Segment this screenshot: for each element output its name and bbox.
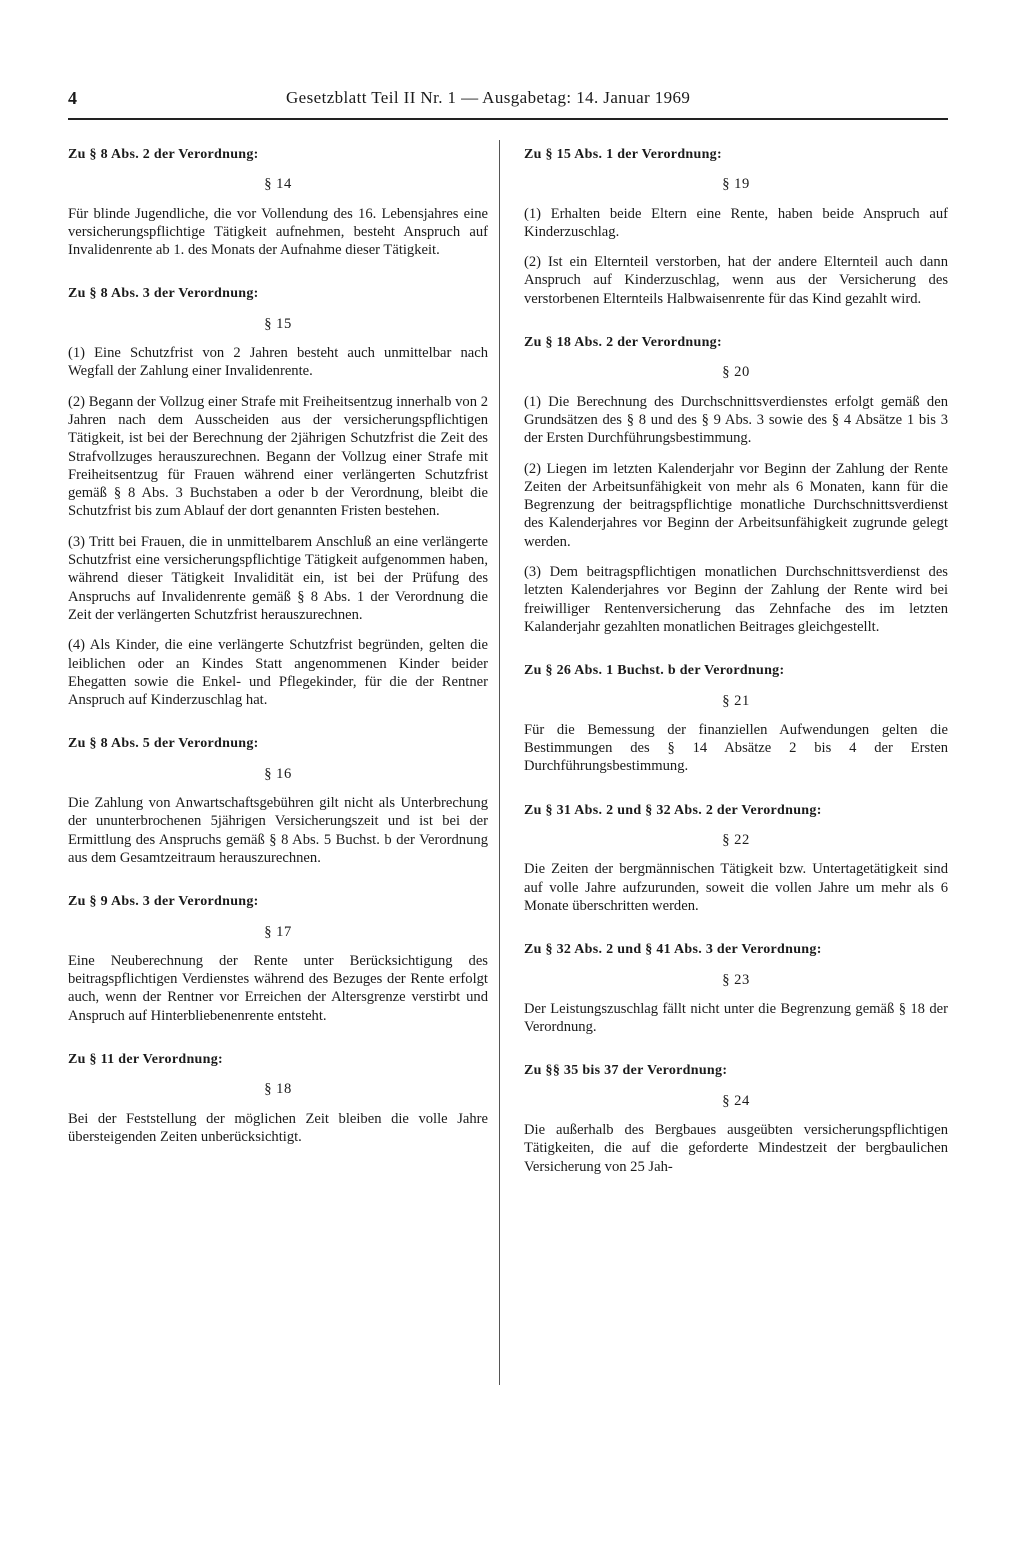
- body-text: Für die Bemessung der finanziellen Aufwendungen gelten die Bestimmungen des § 14 Absätze 2 bis 4 der Ersten Durchführungsbestimmung.: [524, 721, 948, 775]
- paragraph-number: § 14: [264, 176, 292, 193]
- body-text: Bei der Feststellung der möglichen Zeit bleiben die volle Jahre übersteigenden Zeiten unberücksichtigt.: [68, 1110, 488, 1145]
- page-number: 4: [68, 88, 77, 108]
- right-column: [524, 146, 948, 1202]
- section-heading: Zu § 8 Abs. 2 der Verordnung:: [68, 147, 259, 162]
- running-title: Gesetzblatt Teil II Nr. 1 — Ausgabetag: 14. Januar 1969: [286, 88, 691, 107]
- paragraph-number: § 23: [722, 971, 750, 988]
- body-text: Die Zeiten der bergmännischen Tätigkeit bzw. Untertagetätigkeit sind auf volle Jahre aufzurunden, soweit die vollen Jahre um mehr als 6 Monate überschritten werden.: [524, 861, 948, 914]
- section: [524, 941, 948, 1036]
- paragraph-number: § 17: [264, 923, 292, 940]
- section: [68, 146, 488, 259]
- section-heading: Zu § 26 Abs. 1 Buchst. b der Verordnung:: [524, 663, 785, 679]
- body-text: (1) Die Berechnung des Durchschnittsverdienstes erfolgt gemäß den Grundsätzen des § 8 und des § 9 Abs. 3 sowie des § 4 Absätze 1 bis 3 der Ersten Durchführungsbestimmung.: [524, 393, 948, 447]
- section-heading: Zu § 8 Abs. 3 der Verordnung:: [68, 286, 259, 302]
- column-divider: [499, 140, 500, 1385]
- section-heading: Zu § 15 Abs. 1 der Verordnung:: [524, 147, 722, 162]
- body-text: (1) Erhalten beide Eltern eine Rente, haben beide Anspruch auf Kinderzuschlag.: [524, 205, 948, 240]
- body-text: (3) Dem beitragspflichtigen monatlichen Durchschnittsverdienst des letzten Kalenderjahres vor Beginn der Zahlung der Rente wird bei freiwilliger Rentenversicherung das Zehnfache des im letzten Kalanderjahr gezahlten monatlichen Beitrages gleichgestellt.: [524, 564, 948, 635]
- body-text: (4) Als Kinder, die eine verlängerte Schutzfrist begründen, gelten die leiblichen oder an Kindes Statt angenommenen Kinder beider Ehegatten sowie die Enkel- und Pflegekinder, für die der Rentner Anspruch auf Kinderzuschlag hat.: [68, 637, 488, 709]
- section: [68, 285, 488, 709]
- body-text: Die Zahlung von Anwartschaftsgebühren gilt nicht als Unterbrechung der ununterbrochenen 5jährigen Versicherungszeit und ist bei der Ermittlung des Anspruchs gemäß § 8 Abs. 5 Buchst. b der Verordnung aus dem Gesamtzeitraum herauszurechnen.: [68, 795, 488, 866]
- paragraph-number: § 19: [722, 176, 750, 193]
- body-text: Die außerhalb des Bergbaues ausgeübten versicherungspflichtigen Tätigkeiten, die auf die geforderte Mindestzeit der bergbaulichen Versicherung von 25 Jah-: [524, 1121, 948, 1175]
- paragraph-number: § 24: [722, 1092, 750, 1109]
- section: [524, 334, 948, 636]
- body-text: (1) Eine Schutzfrist von 2 Jahren besteht auch unmittelbar nach Wegfall der Zahlung einer Invalidenrente.: [68, 345, 488, 380]
- body-text: Eine Neuberechnung der Rente unter Berücksichtigung des beitragspflichtigen Verdienstes während des Bezuges der Rente erfolgt auch, wenn der Rentner vor Erreichen der Altersgrenze verstirbt und Anspruch auf Hinterbliebenenrente entsteht.: [68, 952, 488, 1024]
- body-text: (2) Ist ein Elternteil verstorben, hat der andere Elternteil auch dann Anspruch auf Kinderzuschlag, wenn aus der Versicherung des verstorbenen Elternteils Halbwaisenrente für das Kind gezahlt wird.: [524, 254, 948, 307]
- body-text: Der Leistungszuschlag fällt nicht unter die Begrenzung gemäß § 18 der Verordnung.: [524, 1000, 948, 1036]
- section-heading: Zu §§ 35 bis 37 der Verordnung:: [524, 1063, 728, 1079]
- body-text: (2) Liegen im letzten Kalenderjahr vor Beginn der Zahlung der Rente Zeiten der Arbeitsunfähigkeit von mehr als 6 Monaten, kann für die Begrenzung der beitragspflichtige monatliche Durchschnittsverdienst des Kalenderjahres vor Beginn der Arbeitsunfähigkeit zugrunde gelegt werden.: [524, 460, 948, 550]
- section: [524, 1062, 948, 1175]
- section: [68, 735, 488, 867]
- section-heading: Zu § 32 Abs. 2 und § 41 Abs. 3 der Verordnung:: [524, 942, 822, 958]
- paragraph-number: § 16: [264, 765, 292, 782]
- body-text: (2) Begann der Vollzug einer Strafe mit Freiheitsentzug innerhalb von 2 Jahren nach dem Ausscheiden aus der versicherungspflichtigen Tätigkeit, ist bei der Berechnung der 2jährigen Schutzfrist die Zeit des Strafvollzuges herauszurechnen. Begann der Vollzug einer Strafe mit Freiheitsentzug für Frauen während einer verlängerten Schutzfrist gemäß § 8 Abs. 3 Buchstaben a oder b der Verordnung, bleibt die Schutzfrist bis zum Ablauf der dort genannten Fristen bestehen.: [68, 393, 488, 520]
- paragraph-number: § 21: [722, 692, 750, 709]
- section: [68, 1051, 488, 1146]
- section: [524, 662, 948, 775]
- paragraph-number: § 15: [264, 315, 292, 332]
- section-heading: Zu § 18 Abs. 2 der Verordnung:: [524, 335, 722, 351]
- section-heading: Zu § 9 Abs. 3 der Verordnung:: [68, 894, 259, 910]
- page-header: [68, 88, 948, 120]
- body-text: Für blinde Jugendliche, die vor Vollendung des 16. Lebensjahres eine versicherungspflichtige Tätigkeit aufnehmen, besteht Anspruch auf Invalidenrente ab 1. des Monats der Aufnahme dieser Tätigkeit.: [68, 205, 488, 259]
- paragraph-number: § 20: [722, 364, 750, 381]
- section: [524, 146, 948, 308]
- section-heading: Zu § 11 der Verordnung:: [68, 1051, 223, 1067]
- section-heading: Zu § 31 Abs. 2 und § 32 Abs. 2 der Verordnung:: [524, 802, 822, 818]
- paragraph-number: § 22: [722, 832, 750, 849]
- body-text: (3) Tritt bei Frauen, die in unmittelbarem Anschluß an eine verlängerte Schutzfrist eine versicherungspflichtige Tätigkeit aufgenommen haben, während dieser Tätigkeit Invalidität ein, ist bei der Prüfung des Anspruchs auf Invalidenrente gemäß § 8 Abs. 1 der Verordnung die Zeit der verlängerten Schutzfrist herauszurechnen.: [68, 533, 488, 623]
- section: [68, 893, 488, 1025]
- left-column: [68, 146, 488, 1172]
- paragraph-number: § 18: [264, 1081, 292, 1098]
- section: [524, 802, 948, 915]
- section-heading: Zu § 8 Abs. 5 der Verordnung:: [68, 736, 259, 752]
